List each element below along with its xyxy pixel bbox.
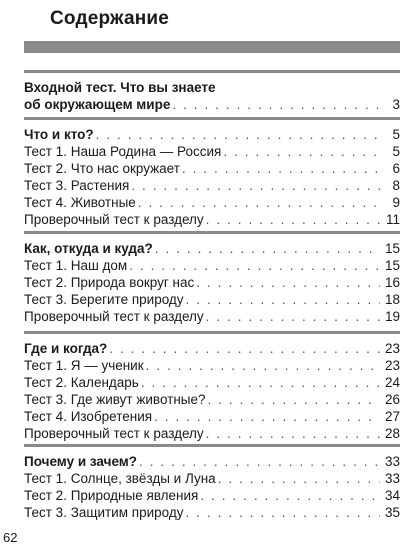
leader-dots xyxy=(155,240,380,257)
toc-entry[interactable] xyxy=(24,194,400,211)
leader-dots xyxy=(138,194,380,211)
toc-entry-text: Тест 4. Изобретения xyxy=(24,409,153,424)
section-heading-text: Почему и зачем? xyxy=(24,454,138,469)
leader-dots xyxy=(96,126,380,143)
toc-entry[interactable] xyxy=(24,177,400,194)
toc-entry[interactable] xyxy=(24,160,400,177)
toc-entry-text: Тест 1. Я — ученик xyxy=(24,358,144,373)
toc-entry[interactable] xyxy=(24,291,400,308)
toc-entry[interactable] xyxy=(24,425,400,442)
toc-entry-text: Тест 2. Что нас окружает xyxy=(24,161,180,176)
toc-section-why xyxy=(24,444,400,521)
section-heading[interactable] xyxy=(24,96,400,113)
toc-entry[interactable] xyxy=(24,391,400,408)
toc-entry-page: 16 xyxy=(384,275,400,290)
page-title: Содержание xyxy=(50,8,170,29)
section-page-number: 5 xyxy=(392,127,400,142)
toc-section-what-who xyxy=(24,117,400,228)
section-heading-text: Как, откуда и куда? xyxy=(24,241,153,256)
toc-entry[interactable] xyxy=(24,408,400,425)
toc-section-where-when xyxy=(24,331,400,442)
toc-entry-text: Проверочный тест к разделу xyxy=(24,309,204,324)
leader-dots xyxy=(218,470,380,487)
toc-entry-page: 6 xyxy=(392,161,400,176)
section-heading-text: Где и когда? xyxy=(24,341,108,356)
toc-entry[interactable] xyxy=(24,487,400,504)
toc-entry[interactable] xyxy=(24,504,400,521)
toc-entry-text: Тест 2. Природа вокруг нас xyxy=(24,275,195,290)
toc-entry-text: Проверочный тест к разделу xyxy=(24,426,204,441)
section-divider xyxy=(24,70,400,73)
toc-entry[interactable] xyxy=(24,211,400,228)
toc-entry-text: Тест 3. Где живут животные? xyxy=(24,392,206,407)
toc-entry-page: 18 xyxy=(384,292,400,307)
toc-entry[interactable] xyxy=(24,308,400,325)
toc-entry-text: Проверочный тест к разделу xyxy=(24,212,204,227)
toc-entry-page: 23 xyxy=(384,358,400,373)
leader-dots xyxy=(141,374,380,391)
toc-entry-text: Тест 2. Природные явления xyxy=(24,488,199,503)
toc-entry-page: 24 xyxy=(384,375,400,390)
leader-dots xyxy=(196,274,380,291)
section-heading[interactable] xyxy=(24,453,400,470)
toc-entry-page: 26 xyxy=(384,392,400,407)
section-page-number: 33 xyxy=(384,454,400,469)
section-page-number: 3 xyxy=(392,97,400,112)
section-page-number: 23 xyxy=(384,341,400,356)
section-divider xyxy=(24,444,400,447)
toc-section-entry-test xyxy=(24,70,400,113)
section-divider xyxy=(24,231,400,234)
leader-dots xyxy=(206,211,380,228)
toc-entry-page: 27 xyxy=(384,409,400,424)
leader-dots xyxy=(185,504,380,521)
toc-entry-text: Тест 1. Наша Родина — Россия xyxy=(24,144,222,159)
toc-entry-text: Тест 2. Календарь xyxy=(24,375,139,390)
toc-section-how-where xyxy=(24,231,400,325)
title-rule xyxy=(24,41,400,53)
leader-dots xyxy=(206,425,380,442)
leader-dots xyxy=(131,177,380,194)
toc-entry[interactable] xyxy=(24,143,400,160)
leader-dots xyxy=(206,308,380,325)
leader-dots xyxy=(182,160,380,177)
toc-entry-page: 15 xyxy=(384,258,400,273)
section-heading[interactable] xyxy=(24,240,400,257)
page-number: 62 xyxy=(3,530,18,545)
leader-dots xyxy=(200,487,380,504)
leader-dots xyxy=(154,408,380,425)
toc-entry[interactable] xyxy=(24,274,400,291)
toc-entry-page: 11 xyxy=(385,212,400,227)
section-heading-line: Входной тест. Что вы знаете xyxy=(24,80,216,95)
leader-dots xyxy=(146,357,380,374)
toc-entry-page: 19 xyxy=(384,309,400,324)
section-heading-text: об окружающем мире xyxy=(24,97,171,112)
toc-entry[interactable] xyxy=(24,470,400,487)
toc-entry-text: Тест 1. Солнце, звёзды и Луна xyxy=(24,471,216,486)
toc-entry-text: Тест 3. Защитим природу xyxy=(24,505,184,520)
toc-entry[interactable] xyxy=(24,257,400,274)
toc-entry-text: Тест 3. Берегите природу xyxy=(24,292,184,307)
toc-entry-page: 34 xyxy=(384,488,400,503)
toc-entry-text: Тест 1. Наш дом xyxy=(24,258,128,273)
section-divider xyxy=(24,331,400,334)
section-heading-text: Что и кто? xyxy=(24,127,94,142)
leader-dots xyxy=(109,340,380,357)
section-divider xyxy=(24,117,400,120)
toc-entry-page: 28 xyxy=(384,426,400,441)
toc-entry[interactable] xyxy=(24,357,400,374)
leader-dots xyxy=(186,291,380,308)
toc-entry-text: Тест 4. Животные xyxy=(24,195,136,210)
leader-dots xyxy=(129,257,380,274)
leader-dots xyxy=(139,453,380,470)
toc-entry-text: Тест 3. Растения xyxy=(24,178,130,193)
leader-dots xyxy=(172,96,380,113)
toc-entry-page: 9 xyxy=(392,195,400,210)
section-heading[interactable] xyxy=(24,126,400,143)
toc-entry-page: 8 xyxy=(392,178,400,193)
toc-entry-page: 5 xyxy=(392,144,400,159)
toc-entry-page: 33 xyxy=(384,471,400,486)
toc-entry-page: 35 xyxy=(384,505,400,520)
leader-dots xyxy=(208,391,380,408)
section-heading[interactable] xyxy=(24,340,400,357)
toc-entry[interactable] xyxy=(24,374,400,391)
leader-dots xyxy=(223,143,380,160)
section-page-number: 15 xyxy=(384,241,400,256)
